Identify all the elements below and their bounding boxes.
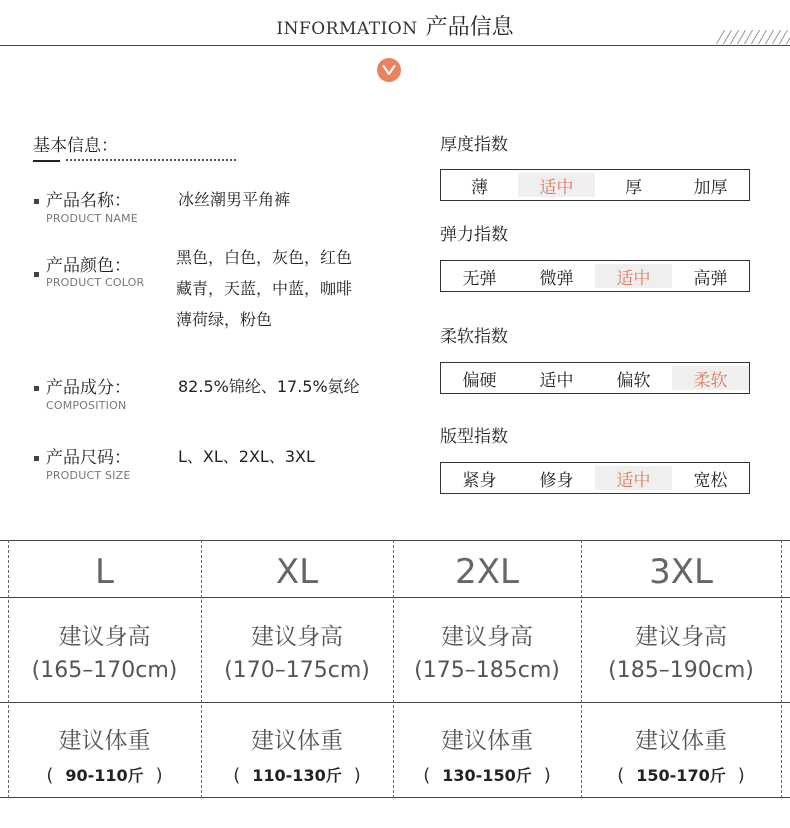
- weight-range: [581, 763, 781, 786]
- weight-value: 90-110斤: [65, 766, 144, 785]
- weight-range: [8, 763, 201, 786]
- weight-paren-open: (: [617, 765, 625, 786]
- product-name-label: 产品名称：: [46, 191, 131, 211]
- size-table: [0, 540, 790, 798]
- height-cell: [201, 618, 393, 683]
- weight-paren-open: (: [233, 765, 241, 786]
- softness-option: 偏硬: [462, 370, 497, 391]
- product-color-label-en: PRODUCT COLOR: [46, 276, 145, 289]
- height-range: (185–190cm): [608, 658, 754, 683]
- weight-range: [201, 763, 393, 786]
- softness-option: 偏软: [616, 370, 651, 391]
- composition-label: 产品成分：: [46, 378, 131, 398]
- v-badge-icon: [377, 58, 401, 82]
- table-border: [0, 702, 790, 703]
- elasticity-index-title: 弹力指数: [440, 225, 508, 245]
- weight-value: 150-170斤: [636, 766, 726, 785]
- product-color-label: 产品颜色：: [46, 256, 131, 276]
- thickness-index-title: 厚度指数: [440, 135, 508, 155]
- height-cell: [393, 618, 581, 683]
- color-line: 薄荷绿，粉色: [176, 310, 273, 329]
- softness-index-scale: [440, 362, 750, 394]
- height-label: 建议身高: [441, 624, 533, 650]
- product-size-label: 产品尺码：: [46, 448, 131, 468]
- weight-cell: [8, 722, 201, 786]
- bullet-icon: [34, 272, 39, 277]
- weight-paren-close: ): [353, 765, 361, 786]
- size-header-cell: 2XL: [455, 552, 519, 592]
- section-header: [0, 10, 790, 41]
- bullet-icon: [34, 456, 39, 461]
- weight-paren-close: ): [737, 765, 745, 786]
- elasticity-option: 微弹: [539, 268, 574, 289]
- table-border: [0, 797, 790, 798]
- elasticity-index-scale: [440, 260, 750, 292]
- header-divider: [0, 45, 790, 46]
- header-title-en: INFORMATION: [276, 19, 418, 39]
- weight-paren-close: ): [155, 765, 163, 786]
- composition-label-en: COMPOSITION: [46, 399, 127, 412]
- color-line: 黑色，白色，灰色，红色: [176, 248, 353, 267]
- height-label: 建议身高: [635, 624, 727, 650]
- height-range: (175–185cm): [414, 658, 560, 683]
- weight-label: 建议体重: [441, 728, 533, 754]
- thickness-option: 薄: [471, 177, 488, 198]
- softness-option: 适中: [539, 370, 574, 391]
- thickness-index-scale: [440, 169, 750, 201]
- size-header-cell: XL: [275, 552, 319, 592]
- weight-paren-open: (: [423, 765, 431, 786]
- weight-cell: [581, 722, 781, 786]
- basic-info-underline: [33, 160, 60, 162]
- bullet-icon: [34, 386, 39, 391]
- chevron-down-icon: [382, 64, 396, 76]
- height-range: (170–175cm): [224, 658, 370, 683]
- header-stripes-decoration: [712, 30, 790, 44]
- weight-value: 130-150斤: [442, 766, 532, 785]
- product-size-value: L、XL、2XL、3XL: [178, 447, 315, 466]
- fit-option: 宽松: [693, 470, 728, 491]
- product-size-label-en: PRODUCT SIZE: [46, 469, 131, 482]
- weight-label: 建议体重: [58, 728, 151, 754]
- height-label: 建议身高: [58, 624, 151, 650]
- elasticity-option: 适中: [595, 264, 672, 288]
- product-color-value: [176, 242, 352, 335]
- weight-paren-open: (: [46, 765, 54, 786]
- fit-option: 修身: [539, 470, 574, 491]
- height-range: (165–170cm): [31, 658, 178, 683]
- fit-index-title: 版型指数: [440, 427, 508, 447]
- basic-info-title: 基本信息：: [33, 136, 118, 156]
- header-title-cn: 产品信息: [425, 15, 514, 40]
- product-name-label-en: PRODUCT NAME: [46, 212, 138, 225]
- weight-label: 建议体重: [635, 728, 727, 754]
- thickness-option: 适中: [518, 173, 595, 197]
- bullet-icon: [34, 199, 39, 204]
- composition-value: 82.5%锦纶、17.5%氨纶: [178, 377, 360, 396]
- softness-option: 柔软: [672, 366, 749, 390]
- size-header-cell: L: [95, 552, 114, 592]
- weight-range: [393, 763, 581, 786]
- elasticity-option: 高弹: [693, 268, 728, 289]
- height-label: 建议身高: [251, 624, 343, 650]
- height-cell: [8, 618, 201, 683]
- weight-cell: [201, 722, 393, 786]
- table-border: [0, 540, 790, 541]
- weight-label: 建议体重: [251, 728, 343, 754]
- fit-option: 紧身: [462, 470, 497, 491]
- height-cell: [581, 618, 781, 683]
- table-divider: [781, 540, 782, 798]
- weight-paren-close: ): [543, 765, 551, 786]
- thickness-option: 厚: [625, 177, 642, 198]
- weight-cell: [393, 722, 581, 786]
- fit-option: 适中: [595, 466, 672, 490]
- softness-index-title: 柔软指数: [440, 327, 508, 347]
- size-header-cell: 3XL: [649, 552, 713, 592]
- color-line: 藏青，天蓝，中蓝，咖啡: [176, 279, 353, 298]
- weight-value: 110-130斤: [252, 766, 342, 785]
- basic-info-dotted-line: [66, 159, 236, 161]
- fit-index-scale: [440, 462, 750, 494]
- elasticity-option: 无弹: [462, 268, 497, 289]
- product-name-value: 冰丝潮男平角裤: [178, 190, 291, 209]
- thickness-option: 加厚: [693, 177, 728, 198]
- table-border: [0, 597, 790, 598]
